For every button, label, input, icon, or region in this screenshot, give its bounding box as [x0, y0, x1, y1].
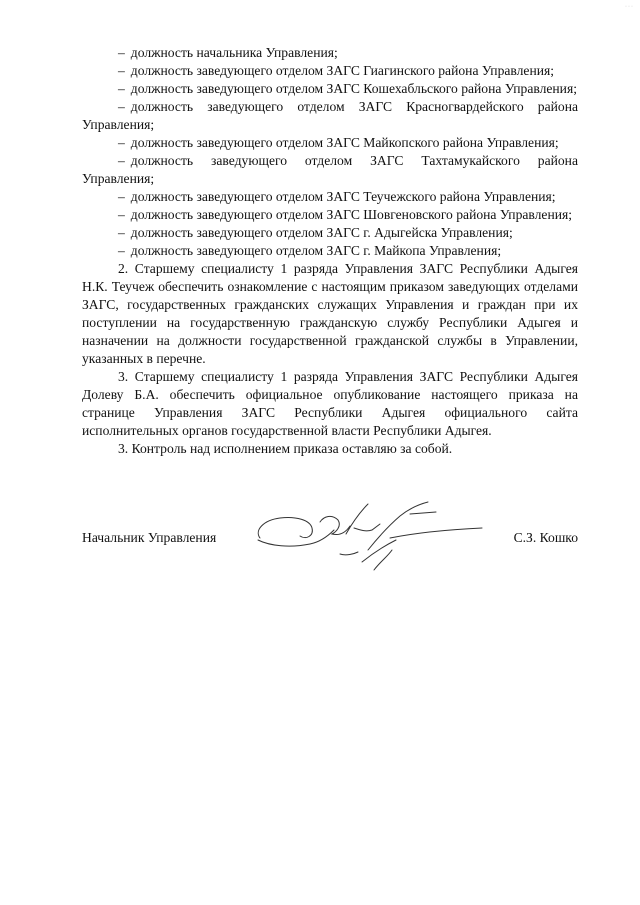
list-item-text: должность начальника Управления;: [130, 45, 338, 60]
list-item: [82, 98, 578, 134]
list-item: [82, 62, 578, 80]
dash: –: [118, 81, 125, 96]
list-item: [82, 44, 578, 62]
dash: –: [118, 189, 125, 204]
paragraph-control: 3. Контроль над исполнением приказа оставляю за собой.: [118, 441, 453, 456]
list-item: [82, 242, 578, 260]
dash: –: [118, 135, 125, 150]
list-item-text: должность заведующего отделом ЗАГС Майкопского района Управления;: [130, 135, 559, 150]
list-item: [82, 80, 578, 98]
scan-mark: ···: [625, 4, 634, 10]
list-item-text: должность заведующего отделом ЗАГС Гиагинского района Управления;: [130, 63, 555, 78]
list-item-text: должность заведующего отделом ЗАГС Кошехабльского района Управления;: [130, 81, 577, 96]
list-item: [82, 188, 578, 206]
list-item: [82, 134, 578, 152]
dash: –: [118, 99, 125, 114]
paragraph-3-publication: 3. Старшему специалисту 1 разряда Управления ЗАГС Республики Адыгея Долеву Б.А. обеспечить официальное опубликование настоящего приказа на странице Управления ЗАГС Республики Адыгея официального сайта исполнительных органов государственной власти Республики Адыгея.: [82, 369, 578, 438]
list-item-text: должность заведующего отделом ЗАГС г. Майкопа Управления;: [130, 243, 502, 258]
dash: –: [118, 207, 125, 222]
signatory-name: С.З. Кошко: [513, 530, 578, 545]
dash: –: [118, 153, 125, 168]
dash: –: [118, 45, 125, 60]
list-item-text: должность заведующего отделом ЗАГС Тахтамукайского района Управления;: [82, 153, 578, 186]
list-item: [82, 224, 578, 242]
list-item-text: должность заведующего отделом ЗАГС Теучежского района Управления;: [130, 189, 556, 204]
list-item: [82, 152, 578, 188]
list-item-text: должность заведующего отделом ЗАГС г. Адыгейска Управления;: [130, 225, 513, 240]
list-item-text: должность заведующего отделом ЗАГС Красногвардейского района Управления;: [82, 99, 578, 132]
dash: –: [118, 243, 125, 258]
paragraph-2-familiarization: 2. Старшему специалисту 1 разряда Управления ЗАГС Республики Адыгея Н.К. Теучеж обеспечить ознакомление с настоящим приказом заведующих отделами ЗАГС, государственных гражданских служащих Управления и граждан при их поступлении на государственную гражданскую службу Республики Адыгея и назначении на должности государственной гражданской службы в Управлении, указанных в перечне.: [82, 261, 578, 366]
document-body: [82, 44, 578, 458]
dash: –: [118, 225, 125, 240]
list-item: [82, 206, 578, 224]
dash: –: [118, 63, 125, 78]
signatory-position: Начальник Управления: [82, 530, 217, 545]
signature-block: [82, 530, 578, 550]
list-item-text: должность заведующего отделом ЗАГС Шовгеновского района Управления;: [130, 207, 573, 222]
